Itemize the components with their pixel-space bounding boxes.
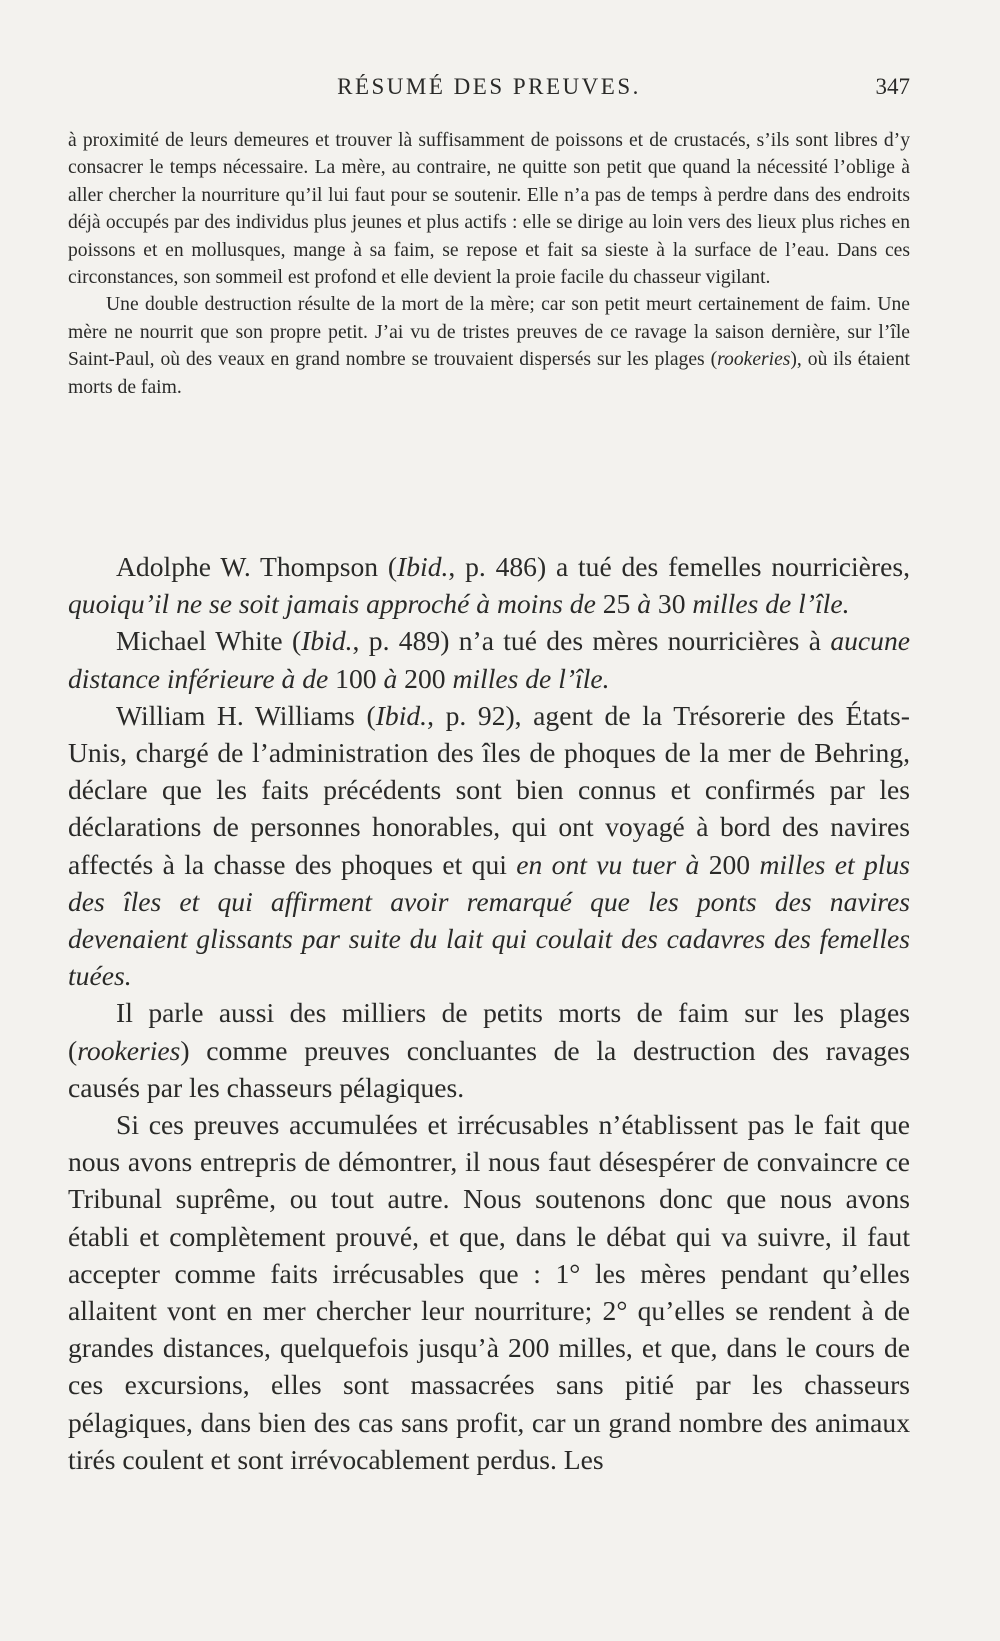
number-run: 100 xyxy=(328,662,384,694)
quote-paragraph-2-end: ), où ils étaient morts de faim. xyxy=(68,349,910,398)
page-number: 347 xyxy=(875,74,910,99)
paragraph-conclusion xyxy=(68,1106,910,1478)
text-run: , p. 489) n’a tué des mères nourricières à xyxy=(352,625,831,657)
running-title: RÉSUMÉ DES PREUVES. xyxy=(337,74,641,99)
italic-run: quoiqu’il ne se soit jamais approché à moins de xyxy=(68,588,596,620)
italic-run: à xyxy=(637,588,651,620)
number-run: 200 xyxy=(397,662,453,694)
text-run: Il parle aussi des milliers de petits morts de faim sur les plages ( xyxy=(68,997,910,1066)
rookeries-term: rookeries xyxy=(717,349,791,371)
italic-run: en ont vu tuer à xyxy=(516,848,700,880)
text-run: Si ces preuves accumulées et irrécusables n’établissent pas le fait que nous avons entrepris de démontrer, il nous faut désespérer de convaincre ce Tribunal suprême, ou tout autre. Nous soutenons donc que nous avons établi et complètement prouvé, et que, dans le débat qui va suivre, il faut accepter comme faits irrécusables que : 1° les mères pendant qu’elles allaitent vont en mer chercher leur nourriture; 2° qu’elles se rendent à de grandes distances, quelquefois jusqu’à 200 milles, et que, dans le cours de ces excursions, elles sont massacrées sans pitié par les chasseurs pélagiques, dans bien des cas sans profit, car un grand nombre des animaux tirés coulent et sont irrévocablement perdus. Les xyxy=(68,1109,910,1475)
running-head xyxy=(68,74,910,108)
text-run: , p. 92), agent de la Trésorerie des États-Unis, chargé de l’administration des îles de phoques de la mer de Behring, déclare que les faits précédents sont bien connus et confirmés par les déclarations de personnes honorables, qui ont voyagé à bord des navires affectés à la chasse des phoques et qui xyxy=(68,699,910,880)
quote-paragraph-2-text: Une double destruction résulte de la mort de la mère; car son petit meurt certainement de faim. Une mère ne nourrit que son propre petit. J’ai vu de tristes preuves de ce ravage la saison dernière, sur l’île Saint-Paul, où des veaux en grand nombre se trouvaient dispersés sur les plages ( xyxy=(68,294,910,371)
paragraph-thompson xyxy=(68,548,910,622)
quote-paragraph-1 xyxy=(68,127,910,291)
number-run: 200 xyxy=(699,848,760,880)
main-text xyxy=(68,548,910,1478)
quote-paragraph-1-text: à proximité de leurs demeures et trouver là suffisamment de poissons et de crustacés, s’ils sont libres d’y consacrer le temps nécessaire. La mère, au contraire, ne quitte son petit que quand la nécessité l’oblige à aller chercher la nourriture qu’il lui faut pour se soutenir. Elle n’a pas de temps à perdre dans des endroits déjà occupés par des individus plus jeunes et plus actifs : elle se dirige au loin vers des lieux plus riches en poissons et en mollusques, mange à sa faim, se repose et fait sa sieste à la surface de l’eau. Dans ces circonstances, son sommeil est profond et elle devient la proie facile du chasseur vigilant. xyxy=(68,130,910,289)
ibid-citation: Ibid. xyxy=(301,625,353,657)
text-run: , p. 486) a tué des femelles nourricières, xyxy=(448,551,910,582)
rookeries-term: rookeries xyxy=(77,1034,181,1066)
paragraph-milliers xyxy=(68,994,910,1106)
paragraph-williams xyxy=(68,697,910,995)
italic-run: aucune distance inférieure à de xyxy=(68,625,910,694)
italic-run: milles de l’île. xyxy=(452,662,610,694)
italic-run: milles de l’île. xyxy=(692,588,850,620)
paragraph-white xyxy=(68,622,910,696)
number-run: 25 xyxy=(595,588,638,620)
text-run: William H. Williams ( xyxy=(116,699,376,731)
text-run: Adolphe W. Thompson ( xyxy=(116,551,398,582)
quoted-testimony xyxy=(68,127,910,401)
text-run: Michael White ( xyxy=(116,625,302,657)
italic-run: milles et plus des îles et qui affirment avoir remarqué que les ponts des navires devenaient glissants par suite du lait qui coulait des cadavres des femelles tuées. xyxy=(68,848,911,992)
number-run: 30 xyxy=(651,588,693,620)
text-run: ) comme preuves concluantes de la destruction des ravages causés par les chasseurs pélagiques. xyxy=(68,1034,910,1103)
ibid-citation: Ibid. xyxy=(375,699,428,731)
ibid-citation: Ibid. xyxy=(397,551,449,582)
italic-run: à xyxy=(383,662,398,694)
quote-paragraph-2 xyxy=(68,291,910,401)
